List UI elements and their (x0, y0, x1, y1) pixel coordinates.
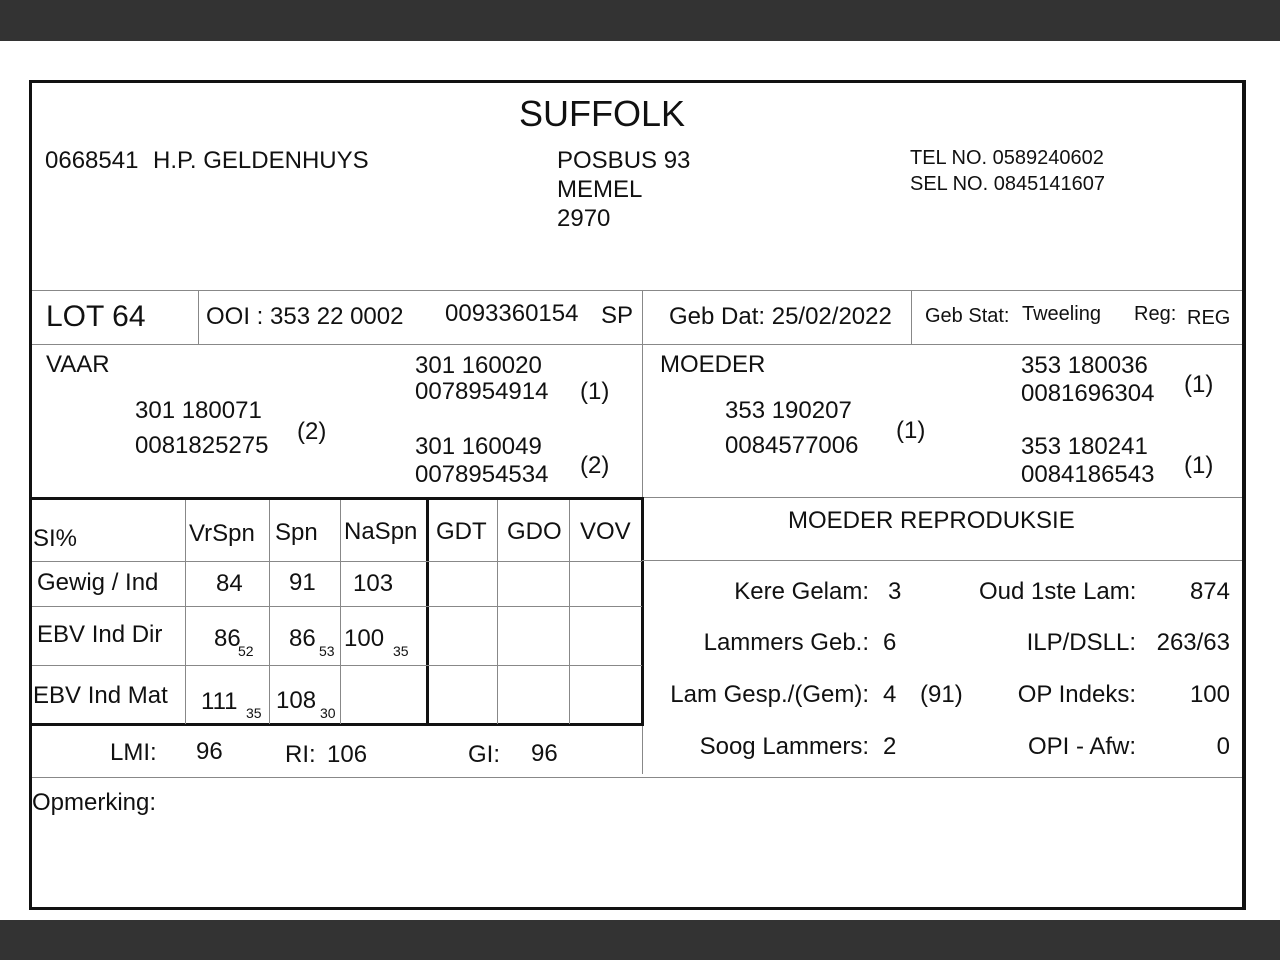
cell-spn: 91 (289, 569, 316, 596)
cell-vrspn-sub: 35 (246, 705, 262, 721)
lot-card (29, 80, 1246, 910)
cell-vrspn: 84 (216, 570, 243, 597)
reg-status: REG (1187, 307, 1231, 329)
granddam-2-mark: (1) (1184, 452, 1214, 479)
col-header-vov: VOV (580, 518, 631, 545)
cell-vrspn: 111 (201, 688, 238, 715)
grandsire-1-id: 0078954914 (415, 378, 549, 405)
table-rule (32, 561, 642, 562)
kere-label: Kere Gelam: (734, 578, 869, 605)
cell-spn: 86 (289, 625, 316, 652)
table-rule (569, 500, 570, 724)
tel-number: TEL NO. 0589240602 (910, 147, 1104, 169)
table-rule (340, 500, 341, 724)
soog-label: Soog Lammers: (699, 733, 869, 760)
lammers-label: Lammers Geb.: (703, 629, 869, 656)
col-header-spn: Spn (275, 519, 318, 546)
oud-value: 874 (1189, 578, 1230, 605)
lmi-value: 96 (196, 738, 223, 765)
op-value: 100 (1189, 681, 1230, 708)
table-rule (32, 665, 642, 666)
cell-spn: 108 (276, 687, 317, 714)
kere-value: 3 (888, 578, 902, 605)
gesp-label: Lam Gesp./(Gem): (670, 681, 869, 708)
lammers-value: 6 (883, 629, 897, 656)
top-frame-bar (0, 0, 1280, 41)
ri-value: 106 (327, 741, 368, 768)
divider (642, 290, 643, 344)
granddam-2-code: 353 180241 (1021, 433, 1148, 460)
lmi-label: LMI: (110, 739, 157, 766)
address-line-2: MEMEL (557, 176, 643, 203)
col-header-vrspn: VrSpn (189, 520, 255, 547)
dam-code: 353 190207 (725, 397, 852, 424)
oud-label: Oud 1ste Lam: (979, 578, 1137, 605)
divider (32, 777, 1242, 778)
col-header-gdo: GDO (507, 518, 562, 545)
owner-name: H.P. GELDENHUYS (153, 147, 369, 174)
cell-spn-sub: 53 (319, 643, 335, 659)
opi-label: OPI - Afw: (1027, 733, 1136, 760)
grandsire-2-id: 0078954534 (415, 461, 549, 488)
birth-status: Tweeling (1022, 303, 1101, 325)
bottom-frame-bar (0, 920, 1280, 960)
repro-title: MOEDER REPRODUKSIE (788, 507, 1075, 534)
breed-title: SUFFOLK (519, 93, 686, 134)
sire-code: 301 180071 (135, 397, 262, 424)
divider (642, 560, 1242, 561)
opi-value: 0 (1216, 733, 1230, 760)
ri-label: RI: (285, 741, 316, 768)
gi-value: 96 (531, 740, 558, 767)
sire-section-label: VAAR (46, 351, 110, 378)
grandsire-1-mark: (1) (580, 378, 610, 405)
col-header-gdt: GDT (436, 518, 487, 545)
cell-naspn-sub: 35 (393, 643, 409, 659)
soog-value: 2 (883, 733, 897, 760)
lot-number: LOT 64 (46, 300, 146, 333)
reg-label: Reg: (1134, 303, 1177, 325)
divider (32, 290, 1242, 291)
address-line-1: POSBUS 93 (557, 147, 691, 174)
granddam-1-code: 353 180036 (1021, 352, 1148, 379)
cell-vrspn-sub: 52 (238, 643, 254, 659)
grandsire-2-code: 301 160049 (415, 433, 542, 460)
sire-mark: (2) (297, 418, 327, 445)
remarks-label: Opmerking: (32, 789, 157, 816)
table-rule (269, 500, 270, 724)
sel-number: SEL NO. 0845141607 (910, 173, 1105, 195)
divider (642, 497, 1242, 498)
dam-section-label: MOEDER (660, 351, 766, 378)
divider (911, 290, 912, 344)
gesp-average: (91) (920, 681, 963, 708)
table-border-mid (426, 497, 429, 725)
ilp-value: 263/63 (1156, 629, 1230, 656)
table-rule (185, 500, 186, 724)
sire-id: 0081825275 (135, 432, 269, 459)
dam-id: 0084577006 (725, 432, 859, 459)
grandsire-1-code: 301 160020 (415, 352, 542, 379)
cell-naspn: 103 (353, 570, 394, 597)
row-label: Gewig / Ind (37, 569, 159, 596)
cell-vrspn: 86 (214, 625, 241, 652)
cell-spn-sub: 30 (320, 705, 336, 721)
table-rule (32, 606, 642, 607)
granddam-1-mark: (1) (1184, 371, 1214, 398)
granddam-2-id: 0084186543 (1021, 461, 1155, 488)
gesp-value: 4 (883, 681, 897, 708)
cell-naspn: 100 (344, 625, 385, 652)
table-border-top (32, 497, 644, 500)
table-rule (497, 500, 498, 724)
divider (198, 290, 199, 344)
table-border-bottom (32, 723, 644, 726)
row-label: EBV Ind Dir (37, 621, 163, 648)
col-header-naspn: NaSpn (344, 518, 418, 545)
grandsire-2-mark: (2) (580, 452, 610, 479)
op-label: OP Indeks: (1017, 681, 1136, 708)
birth-date: Geb Dat: 25/02/2022 (669, 303, 892, 330)
granddam-1-id: 0081696304 (1021, 380, 1155, 407)
divider (32, 344, 1242, 345)
row-label: EBV Ind Mat (33, 682, 168, 709)
col-header-si: SI% (33, 525, 78, 552)
ooi-number: OOI : 353 22 0002 (206, 303, 404, 330)
sp-code: SP (601, 302, 634, 329)
birth-status-label: Geb Stat: (925, 305, 1010, 327)
ilp-label: ILP/DSLL: (1026, 629, 1136, 656)
dam-mark: (1) (896, 417, 926, 444)
gi-label: GI: (468, 741, 501, 768)
registration-id: 0093360154 (445, 300, 579, 327)
owner-id: 0668541 (45, 147, 139, 174)
address-line-3: 2970 (557, 205, 611, 232)
